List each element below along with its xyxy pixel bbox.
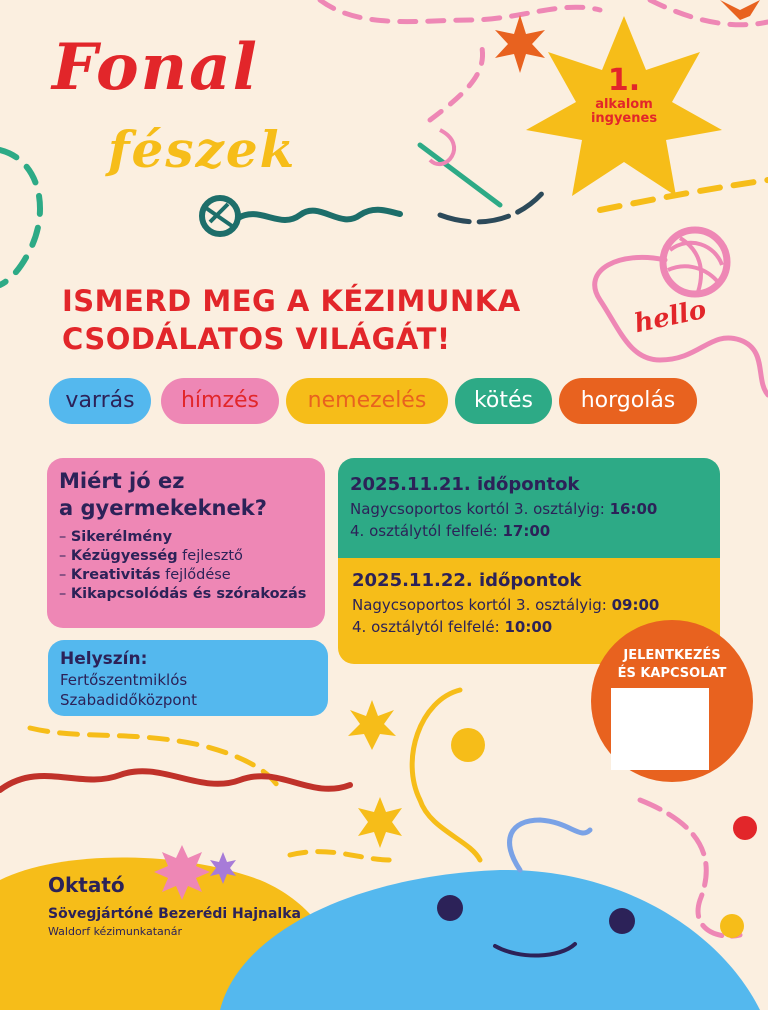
schedule-day1-title: 2025.11.21. időpontok (350, 474, 580, 495)
registration-label (591, 647, 753, 683)
headline-line2: CSODÁLATOS VILÁGÁT! (62, 322, 451, 356)
location-line2: Szabadidőközpont (60, 691, 197, 709)
dashed-thread-teal (440, 190, 545, 222)
schedule-day1-line2: 4. osztálytól felfelé: 17:00 (350, 522, 551, 540)
location-card (48, 640, 328, 716)
schedule-day1-line1: Nagycsoportos kortól 3. osztályig: 16:00 (350, 500, 658, 518)
registration-line1: JELENTKEZÉS (623, 648, 721, 663)
badge-number: 1. (607, 63, 641, 98)
corner-star-icon (720, 0, 760, 20)
craft-pill-himzes: hímzés (161, 378, 279, 424)
schedule-day2-line1: Nagycsoportos kortól 3. osztályig: 09:00 (352, 596, 660, 614)
needle-icon (420, 130, 500, 205)
registration-line2: ÉS KAPCSOLAT (617, 666, 727, 681)
benefits-list (59, 528, 313, 604)
list-item: – Kikapcsolódás és szórakozás (59, 586, 307, 602)
headline (62, 282, 622, 358)
schedule-day1 (338, 458, 720, 562)
list-item: – Sikerélmény (59, 529, 173, 545)
benefits-title-line2: a gyermekeknek? (59, 496, 267, 520)
logo-word-fonal: Fonal (52, 30, 259, 105)
hello-text: hello (631, 294, 709, 340)
instructor-role: Waldorf kézimunkatanár (48, 925, 183, 938)
yellow-thread-curve (412, 690, 480, 860)
dashed-thread-yellow-top (600, 180, 768, 210)
dashed-thread-left (0, 150, 40, 285)
location-line1: Fertőszentmiklós (60, 671, 188, 689)
dashed-thread-yellow-mid (290, 852, 390, 860)
qr-code-placeholder[interactable] (611, 688, 709, 770)
yellow-dot (451, 728, 485, 762)
yellow-star-2-icon (358, 797, 402, 848)
craft-pill-horgolas: horgolás (559, 378, 697, 424)
craft-pill-kotes: kötés (455, 378, 552, 424)
logo-word-feszek: fészek (108, 120, 297, 179)
instructor-name: Sövegjártóné Bezerédi Hajnalka (48, 906, 301, 922)
list-item: – Kézügyesség fejlesztő (59, 548, 243, 564)
location-title: Helyszín: (60, 649, 148, 669)
free-badge (576, 64, 672, 126)
dashed-thread-pink (430, 40, 483, 120)
red-dot (733, 816, 757, 840)
badge-line2: ingyenes (590, 111, 658, 126)
list-item: – Kreativitás fejlődése (59, 567, 231, 583)
dashed-thread-top (320, 0, 600, 22)
benefits-title-line1: Miért jó ez (59, 469, 185, 493)
schedule-day2-line2: 4. osztálytól felfelé: 10:00 (352, 618, 553, 636)
benefits-title (59, 468, 313, 522)
yellow-dot-small (720, 914, 744, 938)
benefits-card (47, 458, 325, 628)
headline-line1: ISMERD MEG A KÉZIMUNKA (62, 284, 521, 318)
instructor-heading: Oktató (48, 873, 125, 897)
pink-star-icon (154, 845, 210, 900)
badge-line1: alkalom (595, 97, 653, 112)
craft-pill-nemezeles: nemezelés (286, 378, 448, 424)
schedule-day2-title: 2025.11.22. időpontok (352, 570, 582, 591)
small-star-icon (495, 15, 545, 73)
red-thread-wave (0, 771, 350, 790)
yarn-ball-teal-icon (202, 198, 400, 234)
yellow-star-1-icon (348, 700, 396, 750)
craft-pill-varras: varrás (49, 378, 151, 424)
